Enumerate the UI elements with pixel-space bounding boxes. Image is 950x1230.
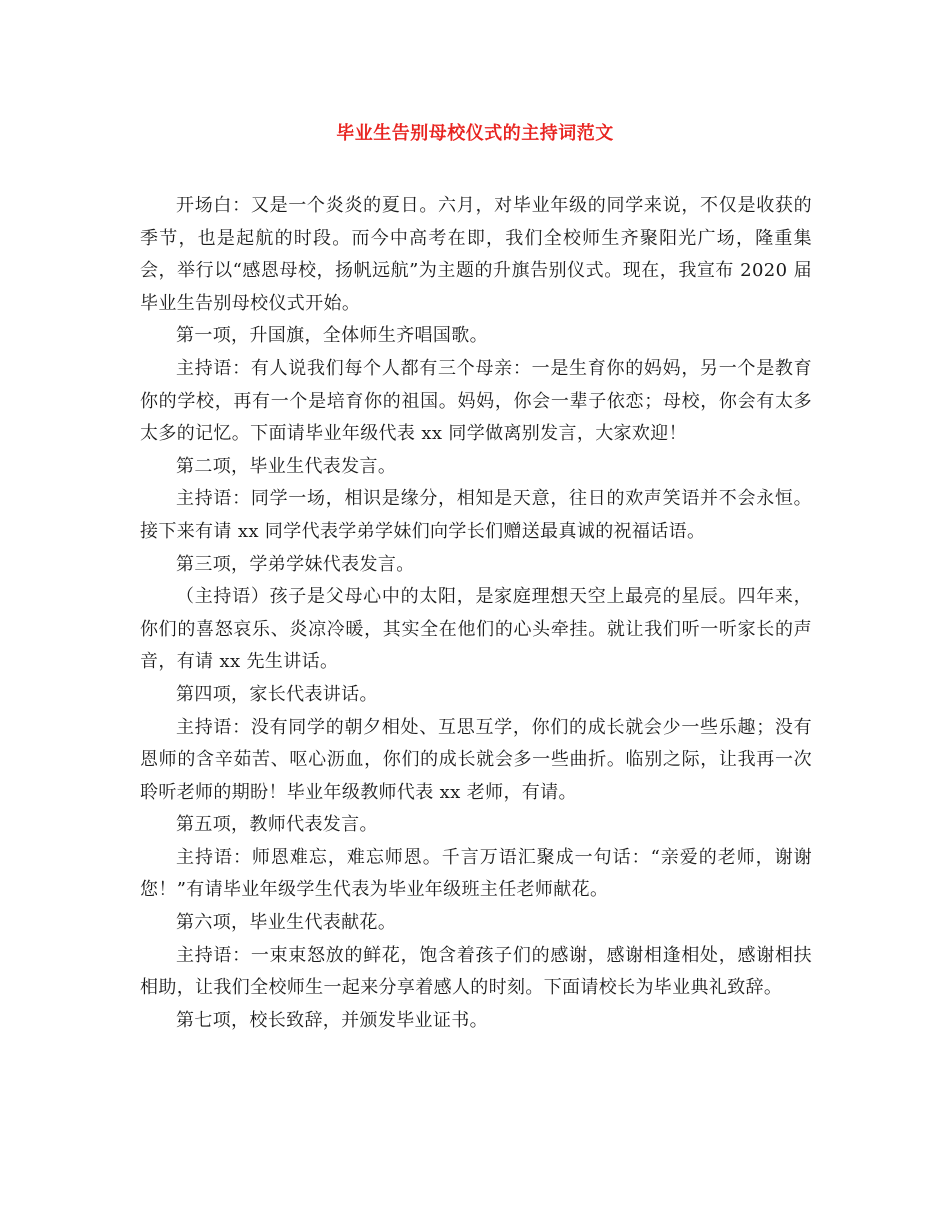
- document-title: 毕业生告别母校仪式的主持词范文: [336, 123, 614, 144]
- paragraph-opening: 开场白：又是一个炎炎的夏日。六月，对毕业年级的同学来说，不仅是收获的季节，也是起航的时段。而今中高考在即，我们全校师生齐聚阳光广场，隆重集会，举行以“感恩母校，扬帆远航”为主题的升旗告别仪式。现在，我宣布 2020 届毕业生告别母校仪式开始。: [140, 195, 812, 314]
- paragraph-item-1: 第一项，升国旗，全体师生齐唱国歌。: [176, 325, 488, 347]
- paragraph-item-7: 第七项，校长致辞，并颁发毕业证书。: [176, 1009, 488, 1031]
- document-body: [140, 190, 812, 1037]
- paragraph-host-speech-1: 主持语：有人说我们每个人都有三个母亲：一是生育你的妈妈，另一个是教育你的学校，再有一个是培育你的祖国。妈妈，你会一辈子依恋；母校，你会有太多太多的记忆。下面请毕业年级代表 xx 同学做离别发言，大家欢迎！: [140, 357, 812, 445]
- paragraph-host-speech-3: （主持语）孩子是父母心中的太阳，是家庭理想天空上最亮的星辰。四年来，你们的喜怒哀乐、炎凉冷暖，其实全在他们的心头牵挂。就让我们听一听家长的声音，有请 xx 先生讲话。: [140, 586, 812, 673]
- paragraph-item-2: 第二项，毕业生代表发言。: [176, 455, 397, 477]
- paragraph-item-6: 第六项，毕业生代表献花。: [176, 912, 397, 934]
- paragraph-host-speech-4: 主持语：没有同学的朝夕相处、互思互学，你们的成长就会少一些乐趣；没有恩师的含辛茹苦、呕心沥血，你们的成长就会多一些曲折。临别之际，让我再一次聆听老师的期盼！毕业年级教师代表 xx 老师，有请。: [140, 716, 812, 803]
- paragraph-item-5: 第五项，教师代表发言。: [176, 814, 378, 836]
- paragraph-host-speech-5: 主持语：师恩难忘，难忘师恩。千言万语汇聚成一句话：“亲爱的老师，谢谢您！”有请毕业年级学生代表为毕业年级班主任老师献花。: [140, 846, 812, 901]
- paragraph-host-speech-2: 主持语：同学一场，相识是缘分，相知是天意，往日的欢声笑语并不会永恒。接下来有请 xx 同学代表学弟学妹们向学长们赠送最真诚的祝福话语。: [140, 488, 812, 542]
- paragraph-item-3: 第三项，学弟学妹代表发言。: [176, 553, 415, 575]
- paragraph-item-4: 第四项，家长代表讲话。: [176, 683, 378, 705]
- paragraph-host-speech-6: 主持语：一束束怒放的鲜花，饱含着孩子们的感谢，感谢相逢相处，感谢相扶相助，让我们全校师生一起来分享着感人的时刻。下面请校长为毕业典礼致辞。: [140, 944, 812, 999]
